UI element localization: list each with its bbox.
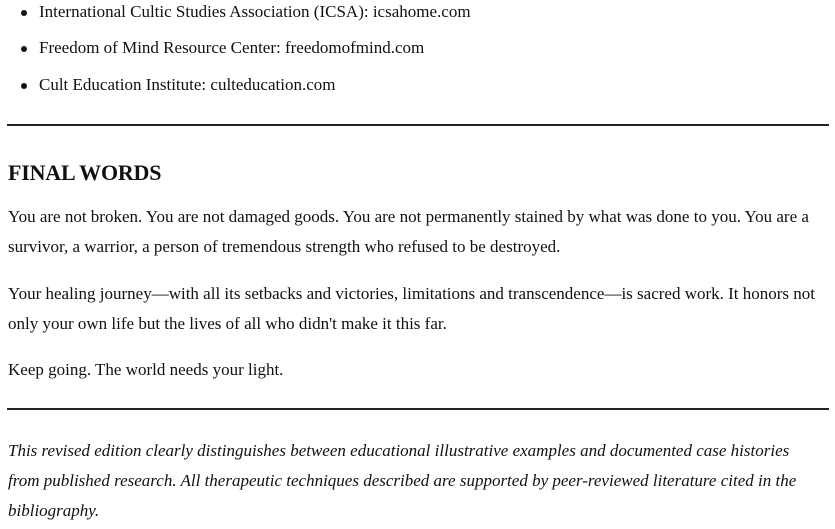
horizontal-divider [7,408,829,410]
final-words-paragraph: Your healing journey—with all its setbacks and victories, limitations and transcendence—is sacred work. It honors not only your own life but the lives of all who didn't make it this far. [8,284,816,333]
final-words-paragraph: Keep going. The world needs your light. [8,360,284,379]
bullet-icon [21,83,27,89]
list-item [39,73,336,97]
resource-text: Freedom of Mind Resource Center: freedomofmind.com [39,38,425,57]
list-item [39,36,424,60]
horizontal-divider [7,124,829,126]
section-title: FINAL WORDS [8,160,162,185]
resource-text: International Cultic Studies Association (ICSA): icsahome.com [39,2,471,21]
edition-note: This revised edition clearly distinguishes between educational illustrative examples and documented case histories from published research. All therapeutic techniques described are supported by peer-reviewed literature cited in the bibliography. [8,441,797,520]
bullet-icon [21,46,27,52]
resource-text: Cult Education Institute: culteducation.com [39,75,336,94]
list-item [39,0,471,24]
bullet-icon [21,10,27,16]
final-words-paragraph: You are not broken. You are not damaged goods. You are not permanently stained by what was done to you. You are a survivor, a warrior, a person of tremendous strength who refused to be destroyed. [8,207,809,256]
